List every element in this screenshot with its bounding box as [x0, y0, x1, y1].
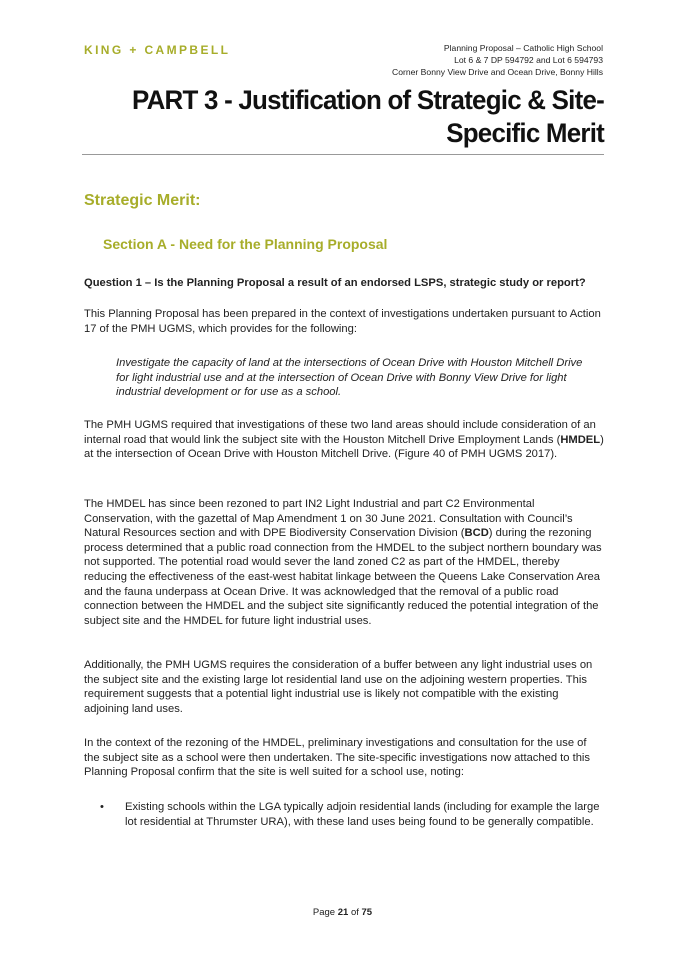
- paragraph-4: [84, 658, 604, 716]
- paragraph-1: [84, 307, 604, 336]
- header-info-line-3: Corner Bonny View Drive and Ocean Drive, Bonny Hills: [392, 67, 603, 77]
- header-info-line-1: Planning Proposal – Catholic High School: [443, 43, 603, 53]
- strategic-merit-heading: Strategic Merit:: [84, 192, 201, 209]
- paragraph-5-text: In the context of the rezoning of the HMDEL, preliminary investigations and consultation for the use of the subject site as a school were then undertaken. The site-specific investigations now attached to this Planning Proposal confirm that the site is well suited for a school use, noting:: [84, 737, 591, 779]
- bullet-icon: •: [100, 801, 104, 813]
- title-divider: [82, 154, 604, 155]
- bullet-text: Existing schools within the LGA typically adjoin residential lands (including for example the large lot residential at Thrumster URA), with these land uses being found to be generally compatible.: [125, 801, 600, 828]
- page-title-line-1: PART 3 - Justification of Strategic & Site-: [131, 85, 605, 115]
- header-info-line-2: Lot 6 & 7 DP 594792 and Lot 6 594793: [454, 55, 603, 65]
- page-number-prefix: Page: [312, 907, 338, 918]
- paragraph-3-text-a: The HMDEL has since been rezoned to part IN2 Light Industrial and part C2 Environmental Conservation, with the gazettal of Map Amendment 1 on 30 June 2021. Consultation with Council’s Natural Resources section and with DPE Biodiversity Conservation Division (: [84, 498, 573, 540]
- paragraph-2-text-b: ) at the intersection of Ocean Drive with Houston Mitchell Drive. (Figure 40 of PMH UGMS 2017).: [84, 433, 604, 461]
- page-number: [0, 907, 685, 918]
- header-info: [303, 42, 603, 78]
- paragraph-2-bold: HMDEL: [560, 433, 601, 446]
- paragraph-2-text-a: The PMH UGMS required that investigations of these two land areas should include consideration of an internal road that would link the subject site with the Houston Mitchell Drive Employment Lands (: [84, 419, 596, 446]
- page-title: [103, 84, 604, 150]
- paragraph-2: [84, 418, 604, 462]
- paragraph-3-text-b: ) during the rezoning process determined that a public road connection from the HMDEL to the subject northern boundary was not supported. The potential road would sever the land zoned C2 as part of the HMDEL, thereby reducing the effectiveness of the east-west habitat linkage between the Queens Lake Conservation Area and the fauna underpass at Ocean Drive. It was acknowledged that the removal of a public road connection between the HMDEL and the subject site significantly reduced the potential integration of the subject site and the HMDEL for future light industrial uses.: [84, 527, 602, 627]
- question-1: Question 1 – Is the Planning Proposal a result of an endorsed LSPS, strategic study or report?: [84, 277, 586, 289]
- page-title-line-2: Specific Merit: [446, 118, 604, 148]
- paragraph-5: [84, 736, 604, 780]
- paragraph-3-bold: BCD: [464, 527, 489, 540]
- paragraph-1-text: This Planning Proposal has been prepared in the context of investigations undertaken pursuant to Action 17 of the PMH UGMS, which provides for the following:: [84, 308, 601, 335]
- page-number-total: 75: [361, 907, 373, 918]
- company-logo: KING + CAMPBELL: [84, 43, 231, 57]
- paragraph-4-text: Additionally, the PMH UGMS requires the consideration of a buffer between any light industrial uses on the subject site and the existing large lot residential land use on the adjoining western properties. This requirement suggests that a potential light industrial use is likely not compatible with the existing adjoining land uses.: [84, 659, 593, 715]
- page-number-middle: of: [348, 907, 362, 918]
- page-number-current: 21: [337, 907, 349, 918]
- paragraph-3: [84, 497, 604, 628]
- section-a-heading: Section A - Need for the Planning Proposal: [103, 236, 388, 252]
- action-17-quote: Investigate the capacity of land at the intersections of Ocean Drive with Houston Mitchell Drive for light industrial use and at the intersection of Ocean Drive with Bonny View Drive for light industrial development or for use as a school.: [116, 357, 583, 399]
